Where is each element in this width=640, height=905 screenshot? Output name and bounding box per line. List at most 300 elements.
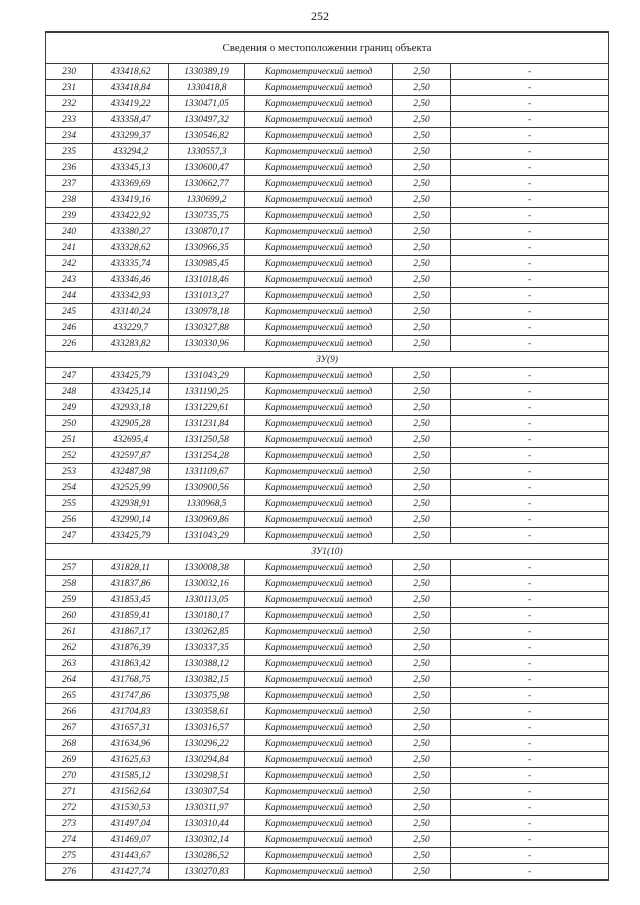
- x-coordinate-cell: 432487,98: [93, 464, 169, 480]
- y-coordinate-cell: 1331231,84: [169, 416, 245, 432]
- description-cell: -: [451, 576, 609, 592]
- method-cell: Картометрический метод: [245, 560, 393, 576]
- x-coordinate-cell: 433422,92: [93, 208, 169, 224]
- x-coordinate-cell: 432525,99: [93, 480, 169, 496]
- accuracy-cell: 2,50: [393, 800, 451, 816]
- y-coordinate-cell: 1330735,75: [169, 208, 245, 224]
- accuracy-cell: 2,50: [393, 672, 451, 688]
- accuracy-cell: 2,50: [393, 272, 451, 288]
- accuracy-cell: 2,50: [393, 224, 451, 240]
- description-cell: -: [451, 768, 609, 784]
- table-row: [46, 496, 609, 512]
- point-number-cell: 248: [46, 384, 93, 400]
- y-coordinate-cell: 1330900,56: [169, 480, 245, 496]
- y-coordinate-cell: 1330262,85: [169, 624, 245, 640]
- y-coordinate-cell: 1330546,82: [169, 128, 245, 144]
- method-cell: Картометрический метод: [245, 400, 393, 416]
- x-coordinate-cell: 433425,79: [93, 528, 169, 544]
- point-number-cell: 247: [46, 368, 93, 384]
- accuracy-cell: 2,50: [393, 400, 451, 416]
- description-cell: -: [451, 736, 609, 752]
- point-number-cell: 226: [46, 336, 93, 352]
- x-coordinate-cell: 433283,82: [93, 336, 169, 352]
- method-cell: Картометрический метод: [245, 576, 393, 592]
- y-coordinate-cell: 1331013,27: [169, 288, 245, 304]
- point-number-cell: 262: [46, 640, 93, 656]
- accuracy-cell: 2,50: [393, 816, 451, 832]
- method-cell: Картометрический метод: [245, 272, 393, 288]
- method-cell: Картометрический метод: [245, 128, 393, 144]
- x-coordinate-cell: 431837,86: [93, 576, 169, 592]
- point-number-cell: 255: [46, 496, 93, 512]
- y-coordinate-cell: 1330375,98: [169, 688, 245, 704]
- table-row: [46, 320, 609, 336]
- method-cell: Картометрический метод: [245, 256, 393, 272]
- method-cell: Картометрический метод: [245, 720, 393, 736]
- y-coordinate-cell: 1330270,83: [169, 864, 245, 881]
- method-cell: Картометрический метод: [245, 816, 393, 832]
- accuracy-cell: 2,50: [393, 192, 451, 208]
- point-number-cell: 267: [46, 720, 93, 736]
- method-cell: Картометрический метод: [245, 288, 393, 304]
- accuracy-cell: 2,50: [393, 96, 451, 112]
- point-number-cell: 247: [46, 528, 93, 544]
- description-cell: -: [451, 496, 609, 512]
- description-cell: -: [451, 304, 609, 320]
- y-coordinate-cell: 1330307,54: [169, 784, 245, 800]
- description-cell: -: [451, 448, 609, 464]
- description-cell: -: [451, 160, 609, 176]
- table-row: [46, 208, 609, 224]
- accuracy-cell: 2,50: [393, 80, 451, 96]
- y-coordinate-cell: 1330382,15: [169, 672, 245, 688]
- y-coordinate-cell: 1330968,5: [169, 496, 245, 512]
- table-title: Сведения о местоположении границ объекта: [46, 32, 609, 64]
- x-coordinate-cell: 432990,14: [93, 512, 169, 528]
- x-coordinate-cell: 431867,17: [93, 624, 169, 640]
- method-cell: Картометрический метод: [245, 496, 393, 512]
- accuracy-cell: 2,50: [393, 832, 451, 848]
- accuracy-cell: 2,50: [393, 768, 451, 784]
- table-row: [46, 800, 609, 816]
- point-number-cell: 268: [46, 736, 93, 752]
- table-row: [46, 96, 609, 112]
- accuracy-cell: 2,50: [393, 464, 451, 480]
- method-cell: Картометрический метод: [245, 208, 393, 224]
- x-coordinate-cell: 432905,28: [93, 416, 169, 432]
- point-number-cell: 232: [46, 96, 93, 112]
- point-number-cell: 272: [46, 800, 93, 816]
- method-cell: Картометрический метод: [245, 624, 393, 640]
- accuracy-cell: 2,50: [393, 160, 451, 176]
- method-cell: Картометрический метод: [245, 320, 393, 336]
- description-cell: -: [451, 832, 609, 848]
- y-coordinate-cell: 1330978,18: [169, 304, 245, 320]
- accuracy-cell: 2,50: [393, 576, 451, 592]
- method-cell: Картометрический метод: [245, 240, 393, 256]
- description-cell: -: [451, 464, 609, 480]
- x-coordinate-cell: 431562,64: [93, 784, 169, 800]
- description-cell: -: [451, 336, 609, 352]
- accuracy-cell: 2,50: [393, 864, 451, 881]
- table-row: [46, 688, 609, 704]
- accuracy-cell: 2,50: [393, 448, 451, 464]
- table-row: [46, 336, 609, 352]
- table-row: [46, 864, 609, 881]
- x-coordinate-cell: 431747,86: [93, 688, 169, 704]
- method-cell: Картометрический метод: [245, 432, 393, 448]
- y-coordinate-cell: 1330286,52: [169, 848, 245, 864]
- method-cell: Картометрический метод: [245, 656, 393, 672]
- description-cell: -: [451, 720, 609, 736]
- description-cell: -: [451, 592, 609, 608]
- description-cell: -: [451, 512, 609, 528]
- description-cell: -: [451, 560, 609, 576]
- point-number-cell: 240: [46, 224, 93, 240]
- table-row: [46, 160, 609, 176]
- point-number-cell: 250: [46, 416, 93, 432]
- x-coordinate-cell: 431625,63: [93, 752, 169, 768]
- accuracy-cell: 2,50: [393, 560, 451, 576]
- point-number-cell: 237: [46, 176, 93, 192]
- description-cell: -: [451, 800, 609, 816]
- table-row: [46, 528, 609, 544]
- x-coordinate-cell: 433299,37: [93, 128, 169, 144]
- accuracy-cell: 2,50: [393, 640, 451, 656]
- point-number-cell: 263: [46, 656, 93, 672]
- table-row: [46, 640, 609, 656]
- point-number-cell: 239: [46, 208, 93, 224]
- y-coordinate-cell: 1331229,61: [169, 400, 245, 416]
- x-coordinate-cell: 433335,74: [93, 256, 169, 272]
- description-cell: -: [451, 608, 609, 624]
- description-cell: -: [451, 752, 609, 768]
- method-cell: Картометрический метод: [245, 592, 393, 608]
- point-number-cell: 266: [46, 704, 93, 720]
- y-coordinate-cell: 1330966,35: [169, 240, 245, 256]
- table-row: [46, 64, 609, 80]
- method-cell: Картометрический метод: [245, 512, 393, 528]
- accuracy-cell: 2,50: [393, 848, 451, 864]
- table-row: [46, 672, 609, 688]
- method-cell: Картометрический метод: [245, 112, 393, 128]
- point-number-cell: 230: [46, 64, 93, 80]
- point-number-cell: 270: [46, 768, 93, 784]
- point-number-cell: 246: [46, 320, 93, 336]
- x-coordinate-cell: 433419,22: [93, 96, 169, 112]
- accuracy-cell: 2,50: [393, 112, 451, 128]
- description-cell: -: [451, 528, 609, 544]
- method-cell: Картометрический метод: [245, 160, 393, 176]
- y-coordinate-cell: 1330294,84: [169, 752, 245, 768]
- table-row: [46, 304, 609, 320]
- description-cell: -: [451, 96, 609, 112]
- point-number-cell: 242: [46, 256, 93, 272]
- x-coordinate-cell: 433418,84: [93, 80, 169, 96]
- point-number-cell: 273: [46, 816, 93, 832]
- description-cell: -: [451, 256, 609, 272]
- accuracy-cell: 2,50: [393, 384, 451, 400]
- point-number-cell: 271: [46, 784, 93, 800]
- table-row: [46, 576, 609, 592]
- description-cell: -: [451, 288, 609, 304]
- method-cell: Картометрический метод: [245, 96, 393, 112]
- x-coordinate-cell: 431768,75: [93, 672, 169, 688]
- y-coordinate-cell: 1330471,05: [169, 96, 245, 112]
- x-coordinate-cell: 433425,79: [93, 368, 169, 384]
- table-row: [46, 608, 609, 624]
- method-cell: Картометрический метод: [245, 736, 393, 752]
- accuracy-cell: 2,50: [393, 656, 451, 672]
- x-coordinate-cell: 433328,62: [93, 240, 169, 256]
- method-cell: Картометрический метод: [245, 64, 393, 80]
- page-number: 252: [311, 9, 329, 23]
- point-number-cell: 236: [46, 160, 93, 176]
- x-coordinate-cell: 433419,16: [93, 192, 169, 208]
- table-row: [46, 240, 609, 256]
- method-cell: Картометрический метод: [245, 80, 393, 96]
- table-row: [46, 784, 609, 800]
- x-coordinate-cell: 431427,74: [93, 864, 169, 881]
- accuracy-cell: 2,50: [393, 608, 451, 624]
- point-number-cell: 256: [46, 512, 93, 528]
- method-cell: Картометрический метод: [245, 752, 393, 768]
- x-coordinate-cell: 433346,46: [93, 272, 169, 288]
- accuracy-cell: 2,50: [393, 704, 451, 720]
- method-cell: Картометрический метод: [245, 800, 393, 816]
- table-row: [46, 288, 609, 304]
- x-coordinate-cell: 431585,12: [93, 768, 169, 784]
- x-coordinate-cell: 432933,18: [93, 400, 169, 416]
- boundary-coordinates-table: [45, 31, 609, 881]
- x-coordinate-cell: 431876,39: [93, 640, 169, 656]
- table-row: [46, 400, 609, 416]
- description-cell: -: [451, 368, 609, 384]
- method-cell: Картометрический метод: [245, 704, 393, 720]
- description-cell: -: [451, 192, 609, 208]
- point-number-cell: 245: [46, 304, 93, 320]
- x-coordinate-cell: 433425,14: [93, 384, 169, 400]
- y-coordinate-cell: 1330302,14: [169, 832, 245, 848]
- method-cell: Картометрический метод: [245, 304, 393, 320]
- description-cell: -: [451, 224, 609, 240]
- table-row: [46, 656, 609, 672]
- x-coordinate-cell: 433369,69: [93, 176, 169, 192]
- accuracy-cell: 2,50: [393, 256, 451, 272]
- accuracy-cell: 2,50: [393, 528, 451, 544]
- method-cell: Картометрический метод: [245, 384, 393, 400]
- point-number-cell: 243: [46, 272, 93, 288]
- description-cell: -: [451, 320, 609, 336]
- x-coordinate-cell: 431657,31: [93, 720, 169, 736]
- accuracy-cell: 2,50: [393, 512, 451, 528]
- point-number-cell: 252: [46, 448, 93, 464]
- y-coordinate-cell: 1330008,38: [169, 560, 245, 576]
- table-row: [46, 752, 609, 768]
- point-number-cell: 253: [46, 464, 93, 480]
- y-coordinate-cell: 1330311,97: [169, 800, 245, 816]
- y-coordinate-cell: 1330298,51: [169, 768, 245, 784]
- table-row: [46, 624, 609, 640]
- y-coordinate-cell: 1331190,25: [169, 384, 245, 400]
- table-row: [46, 128, 609, 144]
- method-cell: Картометрический метод: [245, 176, 393, 192]
- table-row: [46, 848, 609, 864]
- y-coordinate-cell: 1330699,2: [169, 192, 245, 208]
- accuracy-cell: 2,50: [393, 720, 451, 736]
- y-coordinate-cell: 1330032,16: [169, 576, 245, 592]
- method-cell: Картометрический метод: [245, 416, 393, 432]
- table-row: [46, 720, 609, 736]
- point-number-cell: 258: [46, 576, 93, 592]
- table-row: [46, 112, 609, 128]
- accuracy-cell: 2,50: [393, 480, 451, 496]
- x-coordinate-cell: 431853,45: [93, 592, 169, 608]
- description-cell: -: [451, 416, 609, 432]
- x-coordinate-cell: 433345,13: [93, 160, 169, 176]
- point-number-cell: 259: [46, 592, 93, 608]
- x-coordinate-cell: 431828,11: [93, 560, 169, 576]
- accuracy-cell: 2,50: [393, 288, 451, 304]
- y-coordinate-cell: 1330316,57: [169, 720, 245, 736]
- table-row: [46, 80, 609, 96]
- point-number-cell: 235: [46, 144, 93, 160]
- description-cell: -: [451, 384, 609, 400]
- method-cell: Картометрический метод: [245, 192, 393, 208]
- x-coordinate-cell: 431443,67: [93, 848, 169, 864]
- y-coordinate-cell: 1330388,12: [169, 656, 245, 672]
- y-coordinate-cell: 1330497,32: [169, 112, 245, 128]
- table-row: [46, 384, 609, 400]
- accuracy-cell: 2,50: [393, 752, 451, 768]
- table-row: [46, 816, 609, 832]
- method-cell: Картометрический метод: [245, 144, 393, 160]
- point-number-cell: 231: [46, 80, 93, 96]
- table-row: [46, 512, 609, 528]
- description-cell: -: [451, 704, 609, 720]
- accuracy-cell: 2,50: [393, 304, 451, 320]
- method-cell: Картометрический метод: [245, 848, 393, 864]
- x-coordinate-cell: 432938,91: [93, 496, 169, 512]
- description-cell: -: [451, 864, 609, 881]
- accuracy-cell: 2,50: [393, 176, 451, 192]
- description-cell: -: [451, 112, 609, 128]
- y-coordinate-cell: 1330557,3: [169, 144, 245, 160]
- table-row: [46, 192, 609, 208]
- accuracy-cell: 2,50: [393, 688, 451, 704]
- table-row: [46, 704, 609, 720]
- description-cell: -: [451, 240, 609, 256]
- x-coordinate-cell: 433342,93: [93, 288, 169, 304]
- accuracy-cell: 2,50: [393, 240, 451, 256]
- x-coordinate-cell: 431634,96: [93, 736, 169, 752]
- accuracy-cell: 2,50: [393, 368, 451, 384]
- y-coordinate-cell: 1330662,77: [169, 176, 245, 192]
- section-header: ЗУ1(10): [46, 544, 609, 560]
- point-number-cell: 261: [46, 624, 93, 640]
- method-cell: Картометрический метод: [245, 640, 393, 656]
- table-row: [46, 432, 609, 448]
- y-coordinate-cell: 1330418,8: [169, 80, 245, 96]
- description-cell: -: [451, 640, 609, 656]
- x-coordinate-cell: 433418,62: [93, 64, 169, 80]
- point-number-cell: 244: [46, 288, 93, 304]
- y-coordinate-cell: 1330985,45: [169, 256, 245, 272]
- x-coordinate-cell: 431859,41: [93, 608, 169, 624]
- accuracy-cell: 2,50: [393, 784, 451, 800]
- table-row: [46, 736, 609, 752]
- description-cell: -: [451, 784, 609, 800]
- section-header: ЗУ(9): [46, 352, 609, 368]
- table-row: [46, 832, 609, 848]
- y-coordinate-cell: 1330870,17: [169, 224, 245, 240]
- point-number-cell: 257: [46, 560, 93, 576]
- point-number-cell: 276: [46, 864, 93, 881]
- x-coordinate-cell: 431530,53: [93, 800, 169, 816]
- point-number-cell: 265: [46, 688, 93, 704]
- description-cell: -: [451, 208, 609, 224]
- y-coordinate-cell: 1331018,46: [169, 272, 245, 288]
- description-cell: -: [451, 848, 609, 864]
- x-coordinate-cell: 431863,42: [93, 656, 169, 672]
- y-coordinate-cell: 1330327,88: [169, 320, 245, 336]
- table-row: [46, 480, 609, 496]
- accuracy-cell: 2,50: [393, 336, 451, 352]
- y-coordinate-cell: 1330600,47: [169, 160, 245, 176]
- method-cell: Картометрический метод: [245, 448, 393, 464]
- method-cell: Картометрический метод: [245, 784, 393, 800]
- method-cell: Картометрический метод: [245, 608, 393, 624]
- table-row: [46, 256, 609, 272]
- accuracy-cell: 2,50: [393, 144, 451, 160]
- method-cell: Картометрический метод: [245, 480, 393, 496]
- method-cell: Картометрический метод: [245, 864, 393, 881]
- point-number-cell: 241: [46, 240, 93, 256]
- description-cell: -: [451, 272, 609, 288]
- table-row: [46, 464, 609, 480]
- x-coordinate-cell: 433294,2: [93, 144, 169, 160]
- point-number-cell: 233: [46, 112, 93, 128]
- table-row: [46, 176, 609, 192]
- accuracy-cell: 2,50: [393, 320, 451, 336]
- method-cell: Картометрический метод: [245, 528, 393, 544]
- description-cell: -: [451, 64, 609, 80]
- table-row: [46, 144, 609, 160]
- method-cell: Картометрический метод: [245, 832, 393, 848]
- table-row: [46, 272, 609, 288]
- point-number-cell: 249: [46, 400, 93, 416]
- table-row: [46, 368, 609, 384]
- method-cell: Картометрический метод: [245, 768, 393, 784]
- table-row: [46, 768, 609, 784]
- point-number-cell: 251: [46, 432, 93, 448]
- y-coordinate-cell: 1330330,96: [169, 336, 245, 352]
- accuracy-cell: 2,50: [393, 432, 451, 448]
- point-number-cell: 275: [46, 848, 93, 864]
- x-coordinate-cell: 431497,04: [93, 816, 169, 832]
- description-cell: -: [451, 624, 609, 640]
- section-header-row: [46, 352, 609, 368]
- description-cell: -: [451, 80, 609, 96]
- point-number-cell: 238: [46, 192, 93, 208]
- y-coordinate-cell: 1330358,61: [169, 704, 245, 720]
- y-coordinate-cell: 1331109,67: [169, 464, 245, 480]
- table-row: [46, 416, 609, 432]
- point-number-cell: 269: [46, 752, 93, 768]
- description-cell: -: [451, 656, 609, 672]
- y-coordinate-cell: 1330180,17: [169, 608, 245, 624]
- x-coordinate-cell: 433358,47: [93, 112, 169, 128]
